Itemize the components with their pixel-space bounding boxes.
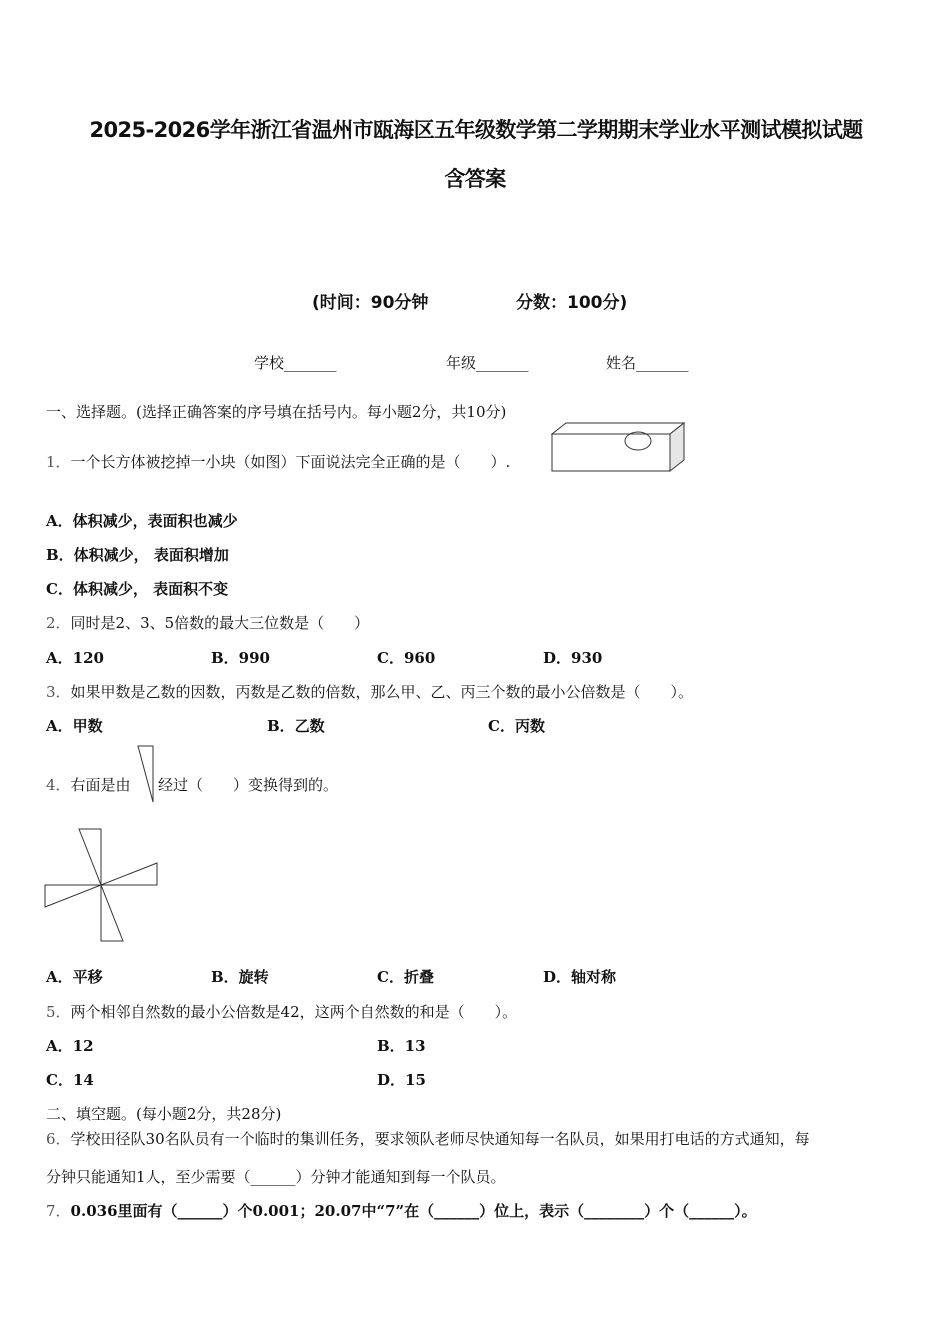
q4-stem-before bbox=[46, 774, 131, 795]
q7-stem bbox=[46, 1200, 757, 1221]
q4-option-d: D．轴对称 bbox=[543, 968, 617, 986]
q4-option-b: B．旋转 bbox=[211, 968, 269, 986]
page-title-line1: 2025-2026学年浙江省温州市瓯海区五年级数学第二学期期末学业水平测试模拟试题 bbox=[89, 118, 863, 142]
q7-number: 7． bbox=[46, 1202, 71, 1220]
q5-text: 两个相邻自然数的最小公倍数是42，这两个自然数的和是（ ）。 bbox=[70, 1003, 518, 1021]
q5-option-d: D．15 bbox=[377, 1071, 426, 1089]
q4-text-after: 经过（ ）变换得到的。 bbox=[158, 776, 339, 794]
q6-line2: 分钟只能通知1人，至少需要（______）分钟才能通知到每一个队员。 bbox=[46, 1168, 506, 1186]
q4-option-c: C．折叠 bbox=[377, 968, 434, 986]
q2-option-d: D．930 bbox=[543, 649, 603, 667]
q5-stem bbox=[46, 1001, 517, 1022]
pinwheel-figure bbox=[44, 828, 160, 944]
section2-heading: 二、填空题。(每小题2分，共28分) bbox=[46, 1105, 282, 1123]
q5-option-c: C．14 bbox=[46, 1071, 94, 1089]
triangle-piece-figure bbox=[136, 744, 156, 804]
q1-option-b: B．体积减少， 表面积增加 bbox=[46, 546, 229, 564]
grade-field: 年级_______ bbox=[446, 354, 529, 372]
q3-option-c: C．丙数 bbox=[488, 717, 545, 735]
q1-stem bbox=[46, 451, 510, 472]
school-field: 学校_______ bbox=[254, 354, 337, 372]
q6-number: 6． bbox=[46, 1130, 71, 1148]
q1-number: 1． bbox=[46, 453, 71, 471]
q1-option-a: A．体积减少，表面积也减少 bbox=[46, 512, 238, 530]
q5-option-b: B．13 bbox=[377, 1037, 426, 1055]
cuboid-figure bbox=[550, 420, 686, 474]
q6-line1 bbox=[46, 1128, 810, 1149]
q3-text: 如果甲数是乙数的因数，丙数是乙数的倍数，那么甲、乙、丙三个数的最小公倍数是（ ）。 bbox=[70, 683, 694, 701]
q3-stem bbox=[46, 681, 693, 702]
q3-option-b: B．乙数 bbox=[267, 717, 325, 735]
q4-text-before: 右面是由 bbox=[70, 776, 131, 794]
page-title-line2: 含答案 bbox=[444, 167, 506, 191]
q3-number: 3． bbox=[46, 683, 71, 701]
name-field: 姓名_______ bbox=[606, 354, 689, 372]
q5-number: 5． bbox=[46, 1003, 71, 1021]
q2-stem bbox=[46, 612, 369, 633]
q2-option-a: A．120 bbox=[46, 649, 104, 667]
exam-time: (时间：90分钟 bbox=[312, 293, 429, 313]
q2-number: 2． bbox=[46, 614, 71, 632]
exam-score: 分数：100分) bbox=[516, 293, 628, 313]
q2-text: 同时是2、3、5倍数的最大三位数是（ ） bbox=[70, 614, 370, 632]
q6-text-line1: 学校田径队30名队员有一个临时的集训任务，要求领队老师尽快通知每一名队员，如果用打电话的方式通知，每 bbox=[70, 1130, 810, 1148]
q3-option-a: A．甲数 bbox=[46, 717, 103, 735]
section1-heading: 一、选择题。(选择正确答案的序号填在括号内。每小题2分，共10分) bbox=[46, 403, 507, 421]
q1-text: 一个长方体被挖掉一小块（如图）下面说法完全正确的是（ ）. bbox=[70, 453, 511, 471]
q2-option-b: B．990 bbox=[211, 649, 270, 667]
q4-number: 4． bbox=[46, 776, 71, 794]
q1-option-c: C．体积减少， 表面积不变 bbox=[46, 580, 229, 598]
q4-option-a: A．平移 bbox=[46, 968, 103, 986]
q2-option-c: C．960 bbox=[377, 649, 436, 667]
q5-option-a: A．12 bbox=[46, 1037, 94, 1055]
q7-text: 0.036里面有（______）个0.001；20.07中“7”在（______）位上，表示（________）个（______）。 bbox=[70, 1202, 757, 1220]
